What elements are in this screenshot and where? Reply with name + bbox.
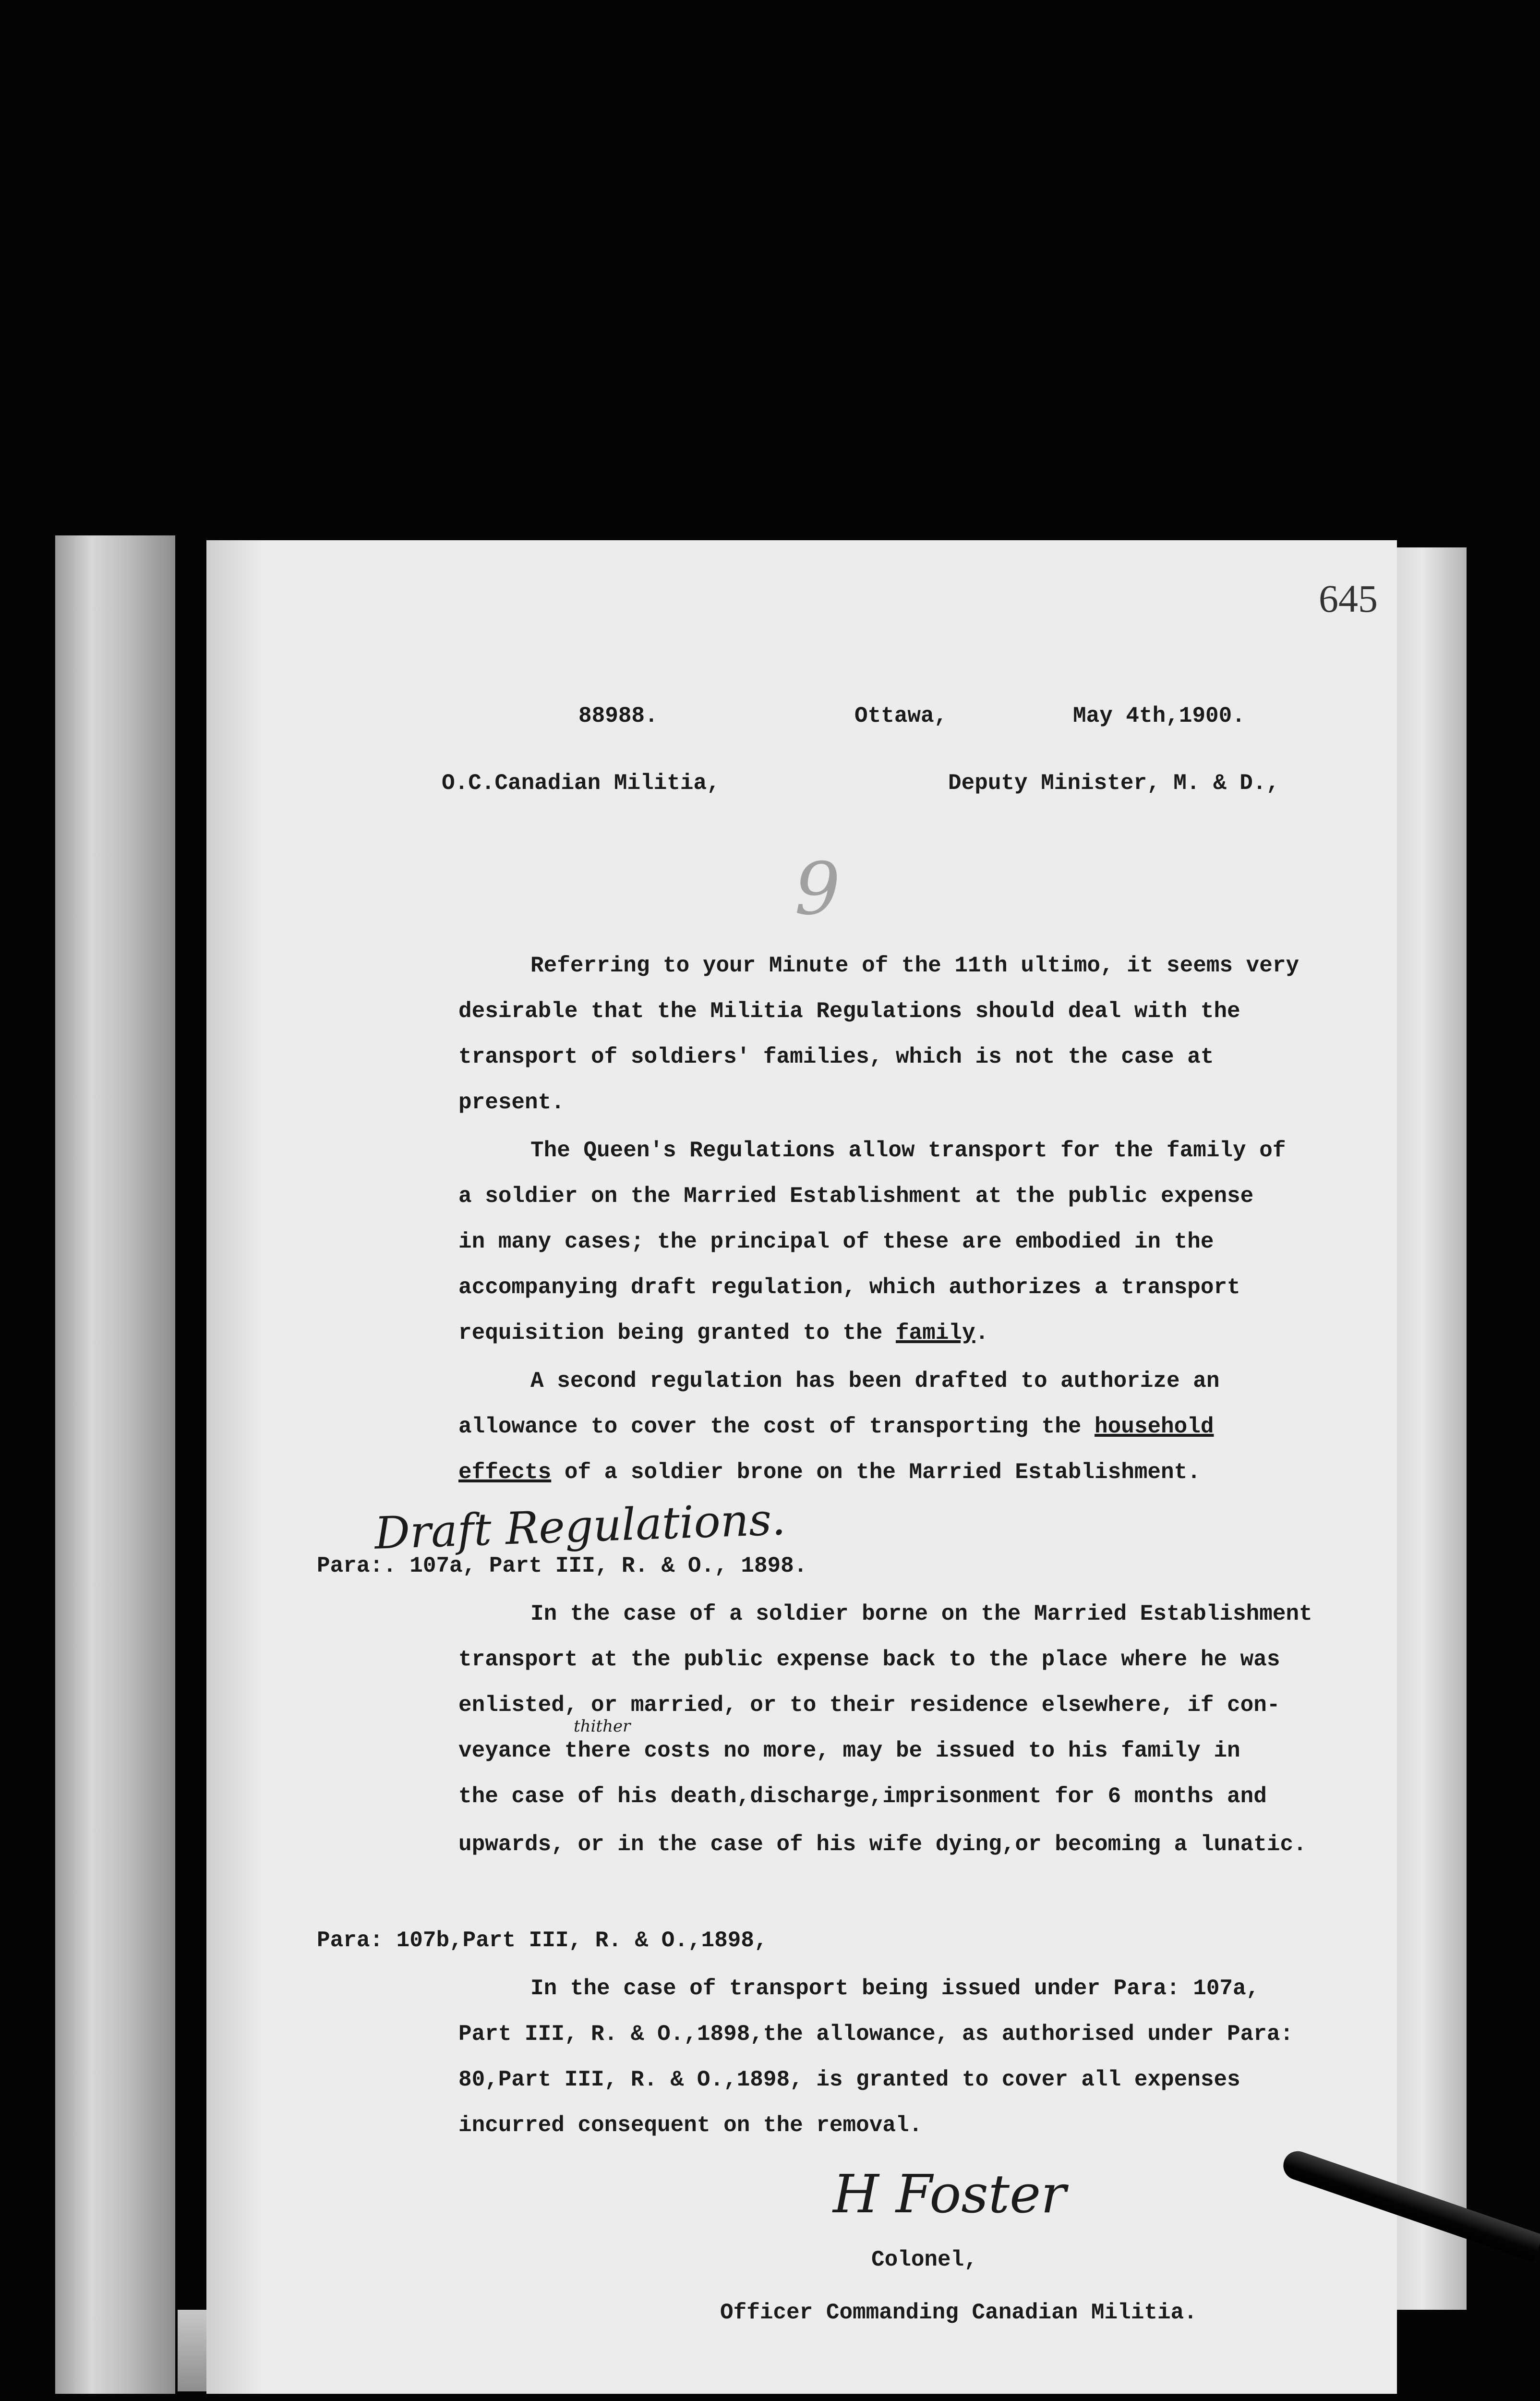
body-line-12: [458, 1460, 1201, 1485]
underlined-household: household: [1095, 1414, 1214, 1439]
body-line-11: [458, 1414, 1214, 1439]
underlined-effects: effects: [458, 1460, 552, 1485]
body-line-8: accompanying draft regulation, which authorizes a transport: [458, 1275, 1240, 1300]
body-line-12-text: of a soldier brone on the Married Establishment.: [551, 1460, 1201, 1485]
para-a-line-4: veyance there costs no more, may be issued to his family in: [458, 1738, 1240, 1763]
body-line-2: desirable that the Militia Regulations should deal with the: [458, 999, 1240, 1024]
para-b-line-3: 80,Part III, R. & O.,1898, is granted to cover all expenses: [458, 2067, 1240, 2092]
body-line-3: transport of soldiers' families, which is not the case at: [458, 1044, 1214, 1069]
place: Ottawa,: [854, 703, 948, 728]
underlined-family: family: [895, 1321, 975, 1346]
para-a-line-6: upwards, or in the case of his wife dying,or becoming a lunatic.: [458, 1832, 1307, 1857]
para-b-heading: Para: 107b,Part III, R. & O.,1898,: [317, 1928, 768, 1953]
recipient: Deputy Minister, M. & D.,: [948, 771, 1280, 796]
para-b-line-2: Part III, R. & O.,1898,the allowance, as authorised under Para:: [458, 2022, 1294, 2047]
body-line-5: The Queen's Regulations allow transport for the family of: [530, 1138, 1286, 1163]
file-number: 88988.: [578, 703, 658, 728]
signature: H Foster: [833, 2163, 1066, 2225]
page-number: 645: [1319, 577, 1378, 620]
body-line-9: [458, 1321, 988, 1346]
para-b-line-4: incurred consequent on the removal.: [458, 2113, 923, 2138]
body-line-6: a soldier on the Married Establishment at the public expense: [458, 1184, 1254, 1209]
interlineation-thither: thither: [574, 1717, 631, 1736]
body-line-9-period: .: [975, 1321, 989, 1346]
signature-rank: Colonel,: [871, 2247, 977, 2272]
body-line-7: in many cases; the principal of these are embodied in the: [458, 1229, 1214, 1254]
handwritten-draft-heading: Draft Regulations.: [373, 1493, 787, 1559]
para-a-line-2: transport at the public expense back to the place where he was: [458, 1647, 1280, 1672]
para-a-line-1: In the case of a soldier borne on the Married Establishment: [530, 1601, 1312, 1626]
body-line-11-text: allowance to cover the cost of transporting the: [458, 1414, 1082, 1439]
para-b-line-1: In the case of transport being issued under Para: 107a,: [530, 1976, 1260, 2001]
body-line-1: Referring to your Minute of the 11th ultimo, it seems very: [530, 953, 1299, 978]
left-page-edge: [55, 535, 175, 2394]
pencil-mark: 9: [794, 848, 841, 931]
document-page: [206, 540, 1397, 2394]
letter-date: May 4th,1900.: [1073, 703, 1245, 728]
signature-title: Officer Commanding Canadian Militia.: [720, 2300, 1197, 2325]
body-line-4: present.: [458, 1090, 565, 1115]
para-a-line-5: the case of his death,discharge,imprisonment for 6 months and: [458, 1784, 1267, 1809]
sender: O.C.Canadian Militia,: [442, 771, 720, 796]
para-a-heading: Para:. 107a, Part III, R. & O., 1898.: [317, 1553, 807, 1578]
page-shadow: [206, 540, 264, 2394]
body-line-9-text: requisition being granted to the: [458, 1321, 883, 1346]
para-a-line-3: enlisted, or married, or to their residence elsewhere, if con-: [458, 1693, 1280, 1718]
body-line-10: A second regulation has been drafted to authorize an: [530, 1369, 1220, 1394]
